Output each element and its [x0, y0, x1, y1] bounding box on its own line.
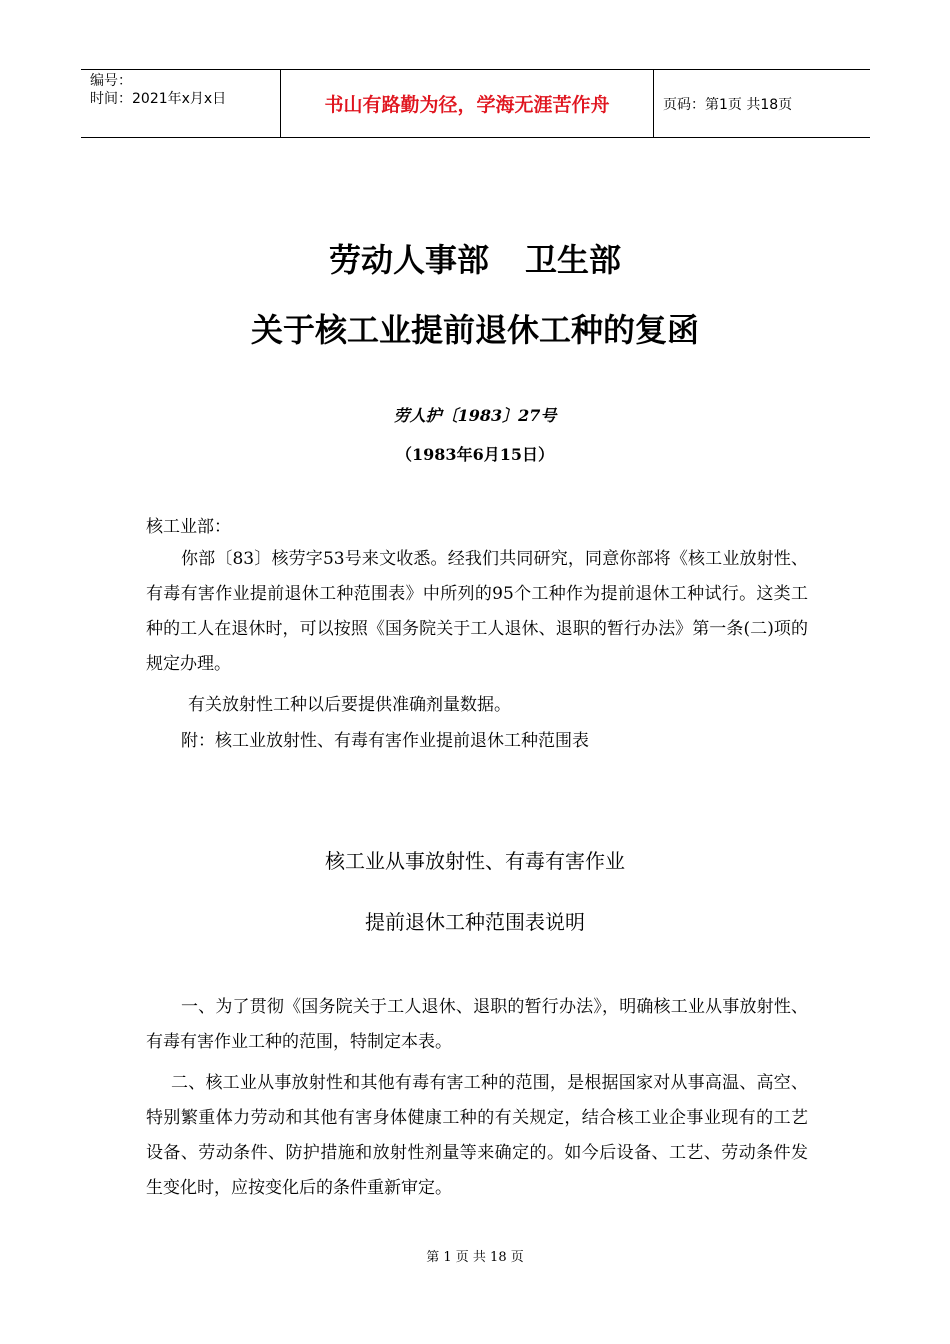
appendix-item-2: 二、核工业从事放射性和其他有毒有害工种的范围，是根据国家对从事高温、高空、特别繁重体力劳动和其他有害身体健康工种的有关规定，结合核工业企事业现有的工艺设备、劳动条件、防护措施和放射性剂量等来确定的。如今后设备、工艺、劳动条件发生变化时，应按变化后的条件重新审定。: [146, 1073, 808, 1198]
page-footer: 第 1 页 共 18 页: [426, 1250, 524, 1265]
attachment-note: 附：核工业放射性、有毒有害作业提前退休工种范围表: [181, 731, 589, 751]
document-title-line2: 关于核工业提前退休工种的复函: [250, 311, 699, 349]
header-table: [81, 69, 870, 138]
appendix-title-line1: 核工业从事放射性、有毒有害作业: [325, 849, 625, 873]
letter-paragraph-1: 你部〔83〕核劳字53号来文收悉。经我们共同研究，同意你部将《核工业放射性、有毒有害作业提前退休工种范围表》中所列的95个工种作为提前退休工种试行。这类工种的工人在退休时，可以按照《国务院关于工人退休、退职的暂行办法》第一条(二)项的规定办理。: [146, 549, 808, 674]
issuer-left: 劳动人事部: [328, 241, 489, 279]
header-left-cell: [81, 70, 281, 137]
number-label: 编号：: [90, 73, 132, 89]
document-date: （1983年6月15日）: [396, 445, 554, 464]
issuer-right: 卫生部: [525, 241, 622, 279]
salutation: 核工业部：: [146, 517, 231, 537]
time-label: 时间：2021年x月x日: [90, 91, 227, 107]
appendix-title-line2: 提前退休工种范围表说明: [365, 910, 585, 934]
header-motto: 书山有路勤为径，学海无涯苦作舟: [281, 70, 654, 137]
document-title-line1: [0, 235, 950, 281]
appendix-item-1: 一、为了贯彻《国务院关于工人退休、退职的暂行办法》，明确核工业从事放射性、有毒有害作业工种的范围，特制定本表。: [146, 997, 808, 1052]
header-page-label: 页码：第1页 共18页: [663, 96, 793, 113]
document-number: 劳人护〔1983〕27号: [393, 406, 557, 425]
letter-paragraph-2: 有关放射性工种以后要提供准确剂量数据。: [188, 695, 511, 715]
